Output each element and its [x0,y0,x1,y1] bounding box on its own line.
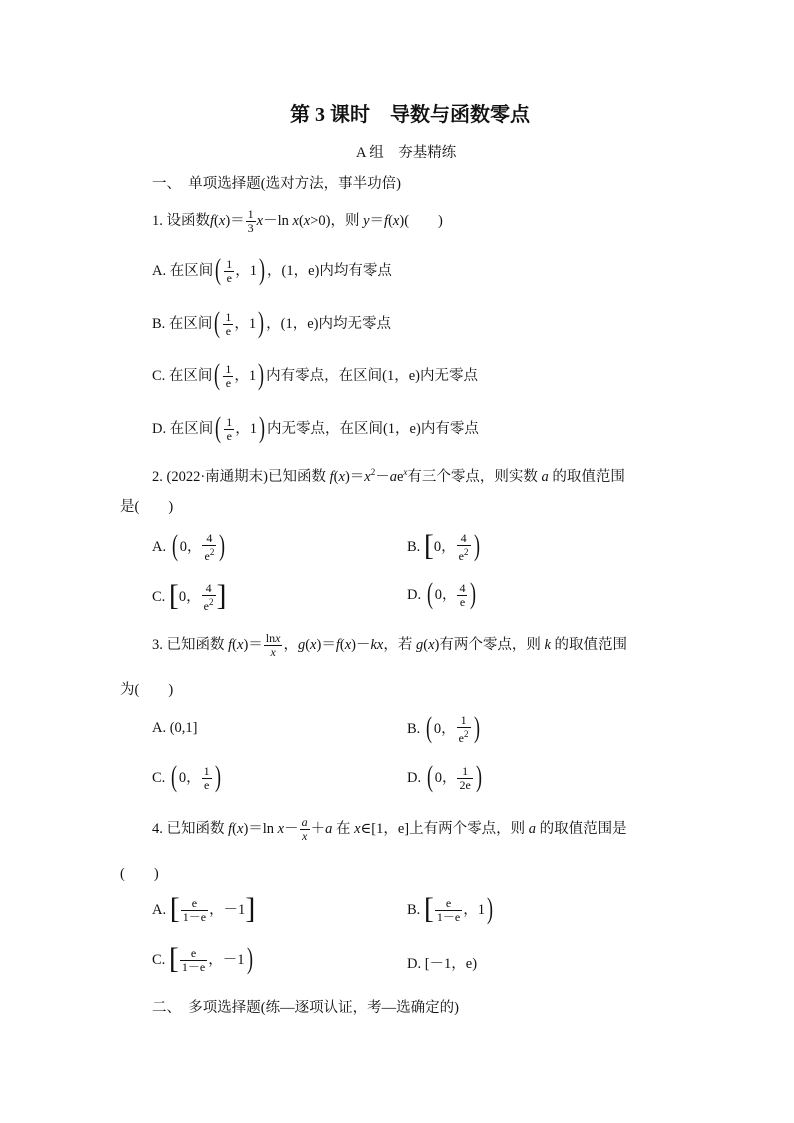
question-4-line2: ( ) [120,866,159,882]
q3-option-a: A. (0,1] [152,720,198,736]
question-1: 1. 设函数f(x)＝ $\frac{1}{3}$ x－ln x(x>0)，则 y＝f(x)( ) [152,207,443,235]
q3-option-d: D. ( 0， $\frac{1}{2e}$ ) [407,759,482,793]
question-3: 3. 已知函数 f(x)＝ $\frac{\ln x}{x}$ ，g(x)＝f(x)－kx，若 g(x)有两个零点，则 k 的取值范围 [152,631,628,659]
q2-option-b: B. [0， $\frac{4}{e^2}$ ) [407,528,480,563]
question-2-line2: 是( ) [120,499,174,515]
q4-option-c: C. [ $\frac{e}{1-e}$ ，－1) [152,941,253,975]
question-2: 2. (2022·南通期末)已知函数 $f(x)=x^2-ae^x$有三个零点，则实数 a 的取值范围 [152,467,625,485]
question-4: 4. 已知函数 f(x)＝ln x－ $\frac{a}{x}$ ＋a 在 x∈[1，e]上有两个零点，则 a 的取值范围是 [152,815,627,843]
q4-option-d: D. [－1，e) [407,956,478,972]
q3-option-b: B. ( 0， $\frac{1}{e^2}$ ) [407,710,480,745]
group-heading: A 组 夯基精练 [356,145,457,161]
q3-option-c: C. ( 0， $\frac{1}{e}$ ) [152,759,221,793]
q1-option-b: B. 在区间( $\frac{1}{e}$ ，1) ，(1，e)内均无零点 [152,305,392,339]
page-title: 第 3 课时 导数与函数零点 [290,104,530,126]
q2-option-c: C. [0， $\frac{4}{e^2}$ ] [152,578,227,613]
q4-option-b: B. [ $\frac{e}{1-e}$ ，1) [407,891,493,925]
q1-option-c: C. 在区间( $\frac{1}{e}$ ，1) 内有零点，在区间(1，e)内无零点 [152,357,479,391]
section-2-heading: 二、 多项选择题(练—逐项认证，考—选确定的) [152,1000,459,1016]
q2-option-a: A. ( 0， $\frac{4}{e^2}$ ) [152,528,226,563]
section-1-heading: 一、 单项选择题(选对方法，事半功倍) [152,176,401,192]
q4-option-a: A. [ $\frac{e}{1-e}$ ，－1] [152,891,256,925]
q1-option-a: A. 在区间( $\frac{1}{e}$ ，1) ，(1，e)内均有零点 [152,252,392,286]
q1-option-d: D. 在区间( $\frac{1}{e}$ ，1) 内无零点，在区间(1，e)内有零点 [152,410,479,444]
q2-option-d: D. ( 0， $\frac{4}{e}$ ) [407,576,477,610]
question-3-line2: 为( ) [120,682,174,698]
